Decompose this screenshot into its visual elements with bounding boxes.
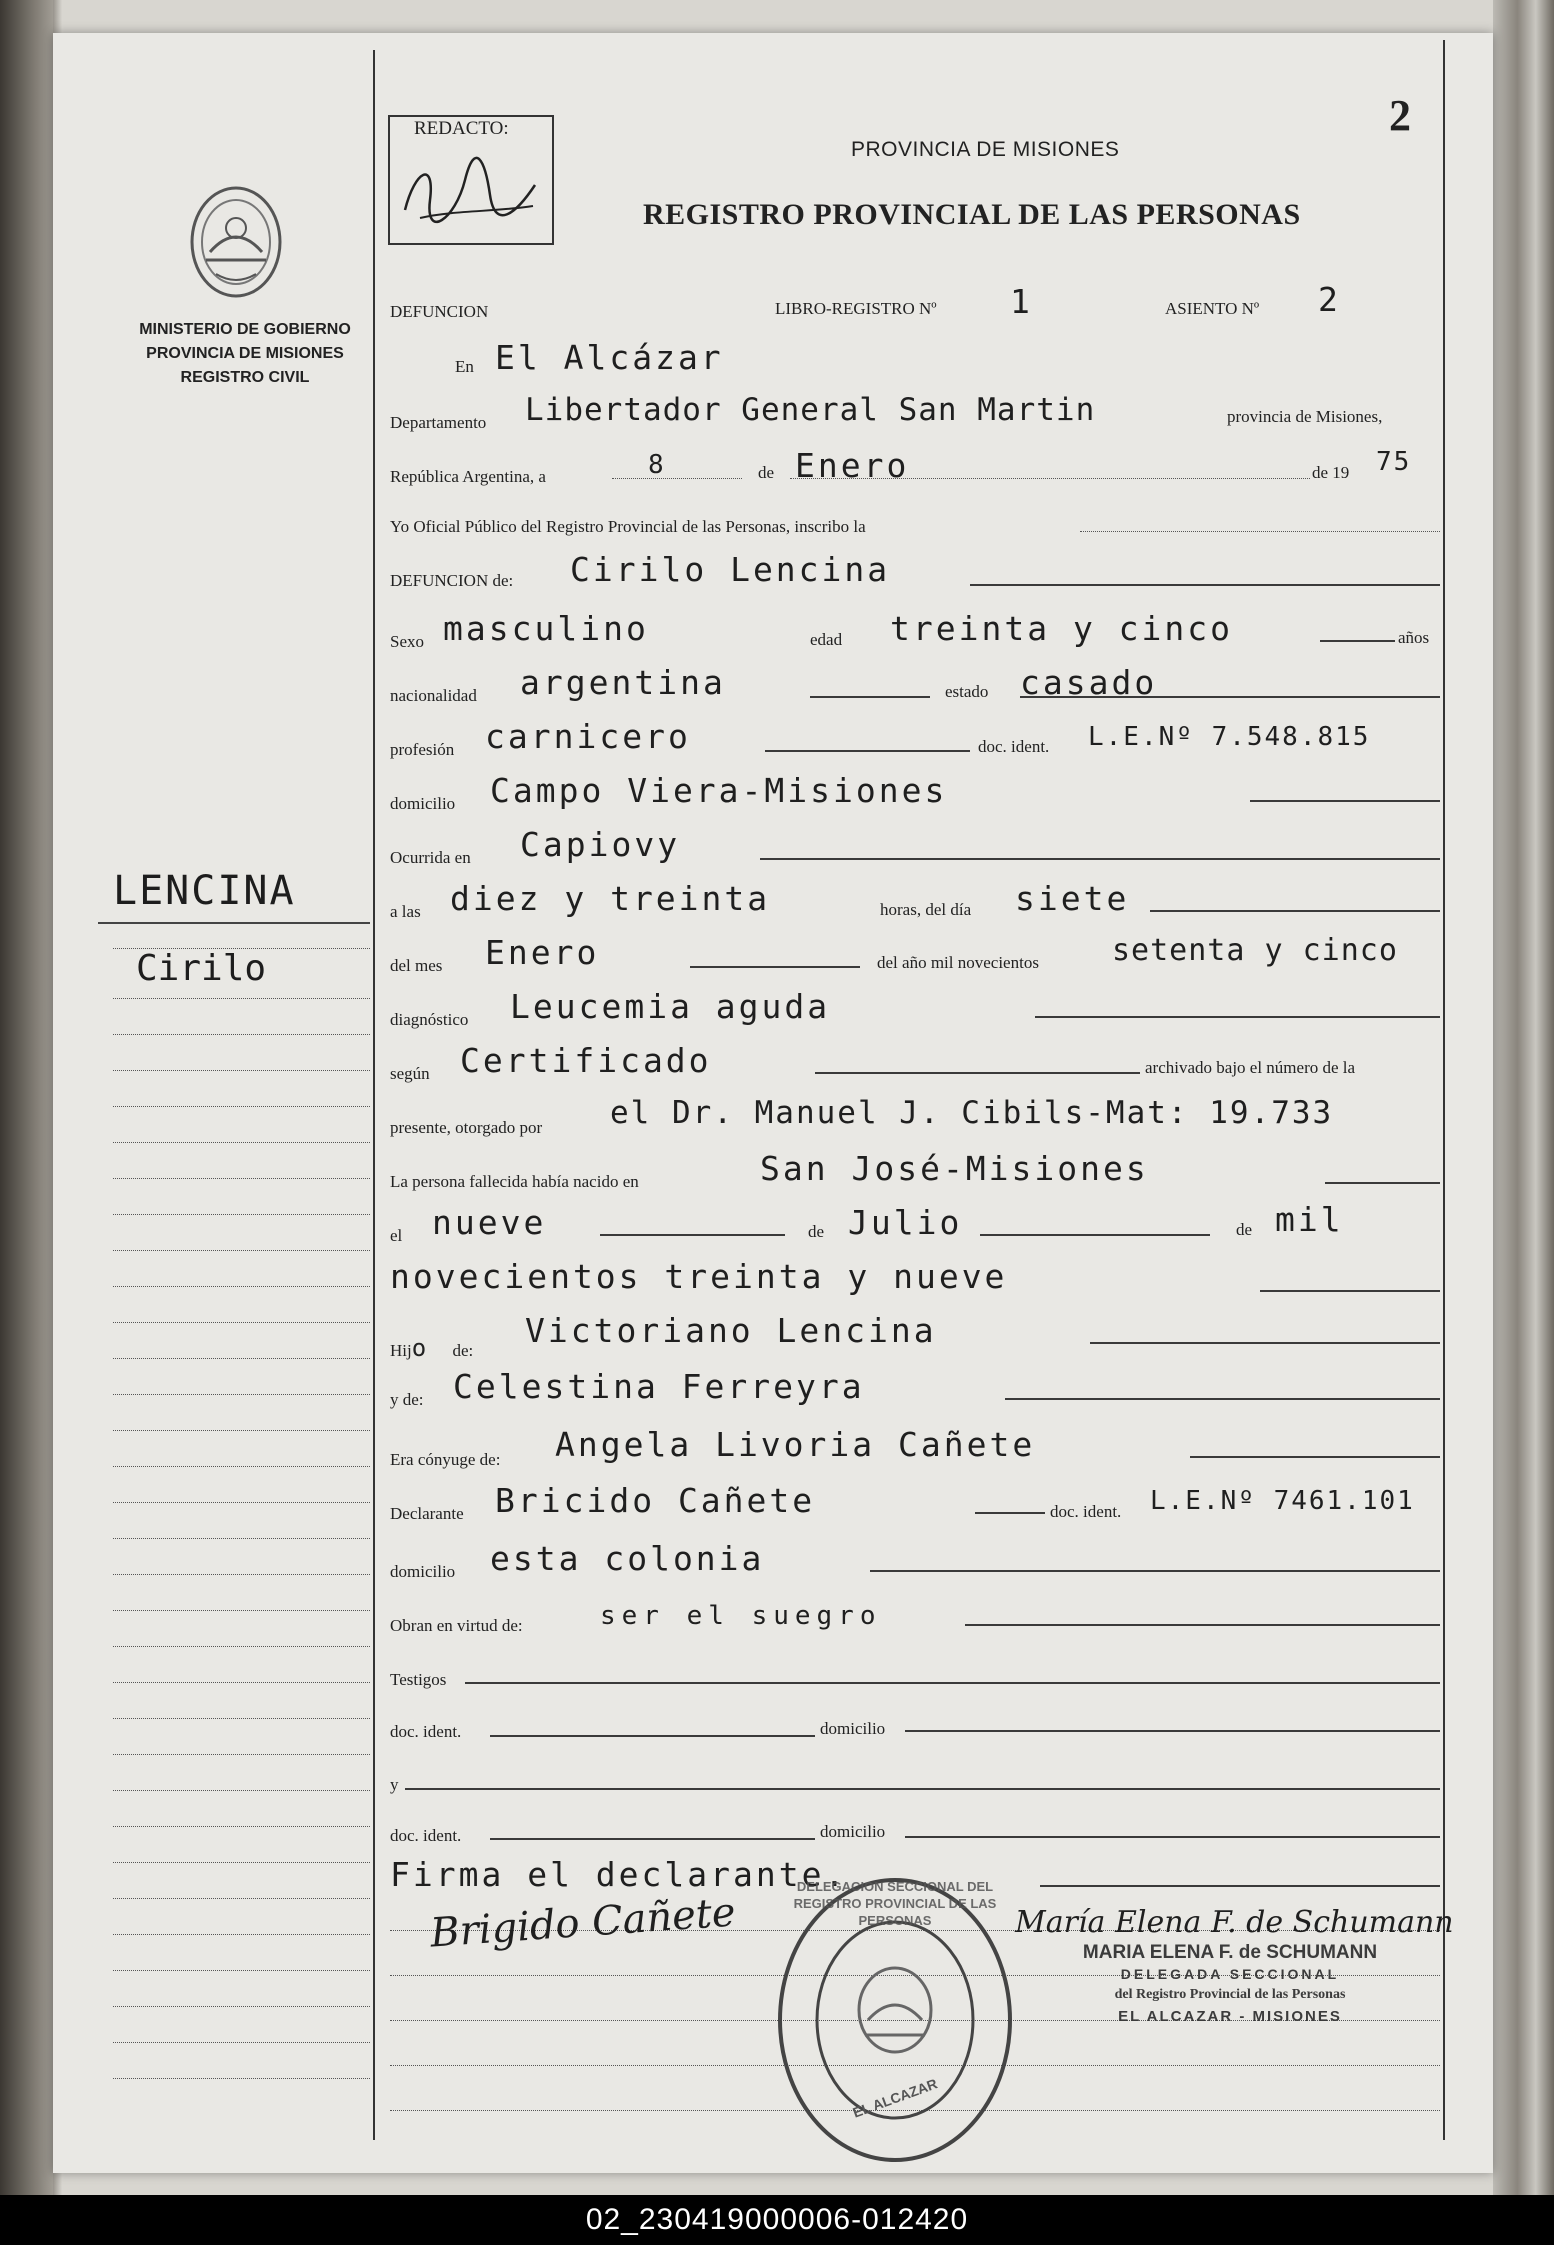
defuncion-rule xyxy=(970,584,1440,586)
nac-mes-rule xyxy=(980,1234,1210,1236)
t2-dom-label: domicilio xyxy=(820,1822,886,1841)
hijo-label-text: Hij xyxy=(390,1341,412,1360)
decl-dom-label: domicilio xyxy=(390,1562,456,1581)
record-type-label: DEFUNCION xyxy=(390,302,489,321)
ano-muerte-value: setenta y cinco xyxy=(1112,933,1398,968)
en-label: En xyxy=(455,357,474,376)
sidebar-surname: LENCINA xyxy=(113,868,296,914)
page-number: 2 xyxy=(1389,91,1411,140)
redacto-label: REDACTO: xyxy=(414,118,509,139)
madre-value: Celestina Ferreyra xyxy=(453,1367,865,1406)
t-dom-label: domicilio xyxy=(820,1719,886,1738)
nacido-label: La persona fallecida había nacido en xyxy=(390,1172,639,1191)
dia-value: 8 xyxy=(648,450,666,480)
profesion-value: carnicero xyxy=(485,717,691,756)
obran-value: ser el suegro xyxy=(600,1601,882,1631)
defuncion-de-label: DEFUNCION de: xyxy=(390,571,514,590)
conyuge-rule xyxy=(1190,1456,1440,1458)
sidebar-given-name: Cirilo xyxy=(136,948,267,989)
segun-label: según xyxy=(390,1064,430,1083)
nacionalidad-label: nacionalidad xyxy=(390,686,477,705)
nac-de2-label: de xyxy=(1236,1220,1253,1239)
nac-anio-rule xyxy=(1260,1290,1440,1292)
asiento-value: 2 xyxy=(1318,280,1341,319)
sexo-value: masculino xyxy=(443,609,649,648)
profesion-label: profesión xyxy=(390,740,455,759)
mes-rule xyxy=(790,478,1310,479)
estado-value: casado xyxy=(1020,663,1158,702)
testigos-label: Testigos xyxy=(390,1670,447,1689)
hijo-de-label: de: xyxy=(452,1341,474,1360)
dia-rule xyxy=(612,478,742,479)
edad-value: treinta y cinco xyxy=(890,609,1234,648)
ministry-line-2: PROVINCIA DE MISIONES xyxy=(146,345,344,362)
declarante-label: Declarante xyxy=(390,1504,464,1523)
t2-dom-rule xyxy=(905,1836,1440,1838)
padre-value: Victoriano Lencina xyxy=(525,1311,937,1350)
domicilio-rule xyxy=(1250,800,1440,802)
departamento-value: Libertador General San Martin xyxy=(525,392,1096,428)
testigos-rule xyxy=(465,1682,1440,1684)
obran-rule xyxy=(965,1624,1440,1626)
y-label: y xyxy=(390,1775,399,1794)
ministry-heading xyxy=(110,318,380,390)
en-value: El Alcázar xyxy=(495,338,724,377)
redacto-signature xyxy=(395,140,545,235)
defuncion-de-value: Cirilo Lencina xyxy=(570,550,891,589)
oficial-statement: Yo Oficial Público del Registro Provincial de las Personas, inscribo la xyxy=(390,517,866,536)
decl-doc-value: L.E.Nº 7461.101 xyxy=(1150,1486,1415,1516)
horas-label: horas, del día xyxy=(880,900,972,919)
t2-doc-rule xyxy=(490,1838,815,1840)
firma-value: Firma el declarante. xyxy=(390,1855,848,1894)
decl-doc-label: doc. ident. xyxy=(1050,1502,1122,1521)
delano-label: del año mil novecientos xyxy=(877,953,1039,972)
presente-label: presente, otorgado por xyxy=(390,1118,543,1137)
domicilio-label: domicilio xyxy=(390,794,456,813)
libro-label: LIBRO-REGISTRO Nº xyxy=(775,299,937,318)
doc-ident-label: doc. ident. xyxy=(978,737,1050,756)
nacido-value: San José-Misiones xyxy=(760,1149,1149,1188)
nacionalidad-rule xyxy=(810,696,930,698)
official-stamp-location: EL ALCAZAR - MISIONES xyxy=(1118,2008,1342,2025)
yde-label: y de: xyxy=(390,1390,424,1409)
presente-value: el Dr. Manuel J. Cibils-Mat: 19.733 xyxy=(610,1095,1334,1131)
nac-de-label: de xyxy=(808,1222,825,1241)
round-seal-center: EL ALCAZAR xyxy=(850,2075,940,2121)
madre-rule xyxy=(1005,1398,1440,1400)
ocurrida-value: Capiovy xyxy=(520,825,681,864)
nac-mil-value: mil xyxy=(1275,1200,1344,1239)
segun-value: Certificado xyxy=(460,1041,712,1080)
domicilio-value: Campo Viera-Misiones xyxy=(490,771,948,810)
dia-muerte-rule xyxy=(1150,910,1440,912)
y-rule xyxy=(405,1788,1440,1790)
ministry-line-3: REGISTRO CIVIL xyxy=(180,369,310,386)
t-doc-rule xyxy=(490,1735,815,1737)
ocurrida-label: Ocurrida en xyxy=(390,848,471,867)
provincia-label: provincia de Misiones, xyxy=(1227,407,1383,426)
declarante-rule xyxy=(975,1512,1045,1514)
official-stamp-registry: del Registro Provincial de las Personas xyxy=(1114,1987,1346,2002)
sidebar-surname-rule xyxy=(98,922,370,924)
registry-title: REGISTRO PROVINCIAL DE LAS PERSONAS xyxy=(643,198,1301,231)
declarante-value: Bricido Cañete xyxy=(495,1481,816,1520)
horas-value: diez y treinta xyxy=(450,879,771,918)
right-margin-rule xyxy=(1443,40,1445,2140)
t-doc-label: doc. ident. xyxy=(390,1722,462,1741)
t2-doc-label: doc. ident. xyxy=(390,1826,462,1845)
estado-rule xyxy=(1020,696,1440,698)
diagnostico-label: diagnóstico xyxy=(390,1010,469,1029)
dia-muerte-value: siete xyxy=(1015,879,1130,918)
padre-rule xyxy=(1090,1342,1440,1344)
decl-dom-value: esta colonia xyxy=(490,1539,765,1578)
mes-muerte-value: Enero xyxy=(485,933,600,972)
segun-rule xyxy=(815,1072,1140,1074)
mes-muerte-rule xyxy=(690,966,860,968)
delmes-label: del mes xyxy=(390,956,443,975)
official-stamp-role: DELEGADA SECCIONAL xyxy=(1120,1966,1340,1982)
nac-mes-value: Julio xyxy=(848,1203,963,1242)
nac-anio-value: novecientos treinta y nueve xyxy=(390,1257,1008,1296)
official-stamp-name: MARIA ELENA F. de SCHUMANN xyxy=(1082,1942,1378,1963)
nac-dia-rule xyxy=(600,1234,785,1236)
diagnostico-rule xyxy=(1035,1016,1440,1018)
profesion-rule xyxy=(765,750,970,752)
departamento-label: Departamento xyxy=(390,413,487,432)
conyuge-value: Angela Livoria Cañete xyxy=(555,1425,1036,1464)
archivado-label: archivado bajo el número de la xyxy=(1145,1058,1356,1077)
conyuge-label: Era cónyuge de: xyxy=(390,1450,501,1469)
alas-label: a las xyxy=(390,902,421,921)
asiento-label: ASIENTO Nº xyxy=(1165,299,1260,318)
book-page-edge xyxy=(1493,0,1554,2195)
t-dom-rule xyxy=(905,1730,1440,1732)
de-label: de xyxy=(758,463,775,482)
doc-ident-value: L.E.Nº 7.548.815 xyxy=(1088,722,1371,752)
libro-value: 1 xyxy=(1010,282,1033,321)
ministry-line-1: MINISTERIO DE GOBIERNO xyxy=(139,321,351,338)
anio-value: 75 xyxy=(1376,447,1412,477)
declarante-signature: Brigido Cañete xyxy=(428,1889,737,1957)
mes-value: Enero xyxy=(795,446,910,485)
official-signature: María Elena F. de Schumann xyxy=(1015,1905,1454,1940)
decl-dom-rule xyxy=(870,1570,1440,1572)
province-title: PROVINCIA DE MISIONES xyxy=(851,138,1120,161)
nacido-rule xyxy=(1325,1182,1440,1184)
el-label: el xyxy=(390,1226,403,1245)
republica-label: República Argentina, a xyxy=(390,467,546,486)
edad-rule xyxy=(1320,640,1395,642)
nacionalidad-value: argentina xyxy=(520,663,726,702)
image-caption: 02_230419000006-012420 xyxy=(0,2195,1554,2245)
anio-prefix-label: de 19 xyxy=(1312,463,1350,482)
anos-label: años xyxy=(1398,628,1430,647)
round-seal-text: DELEGACION SECCIONAL DEL REGISTRO PROVINCIAL DE LAS PERSONAS xyxy=(793,1879,997,1928)
obran-label: Obran en virtud de: xyxy=(390,1616,523,1635)
diagnostico-value: Leucemia aguda xyxy=(510,987,831,1026)
sexo-label: Sexo xyxy=(390,632,424,651)
estado-label: estado xyxy=(945,682,989,701)
hijo-label xyxy=(390,1334,473,1362)
edad-label: edad xyxy=(810,630,843,649)
book-spine-edge xyxy=(0,0,53,2195)
coat-of-arms-icon xyxy=(180,182,292,300)
firma-rule xyxy=(1040,1885,1440,1887)
hijo-suffix: o xyxy=(411,1334,427,1362)
oficial-rule xyxy=(1080,531,1440,532)
ocurrida-rule xyxy=(760,858,1440,860)
nac-dia-value: nueve xyxy=(432,1203,547,1242)
